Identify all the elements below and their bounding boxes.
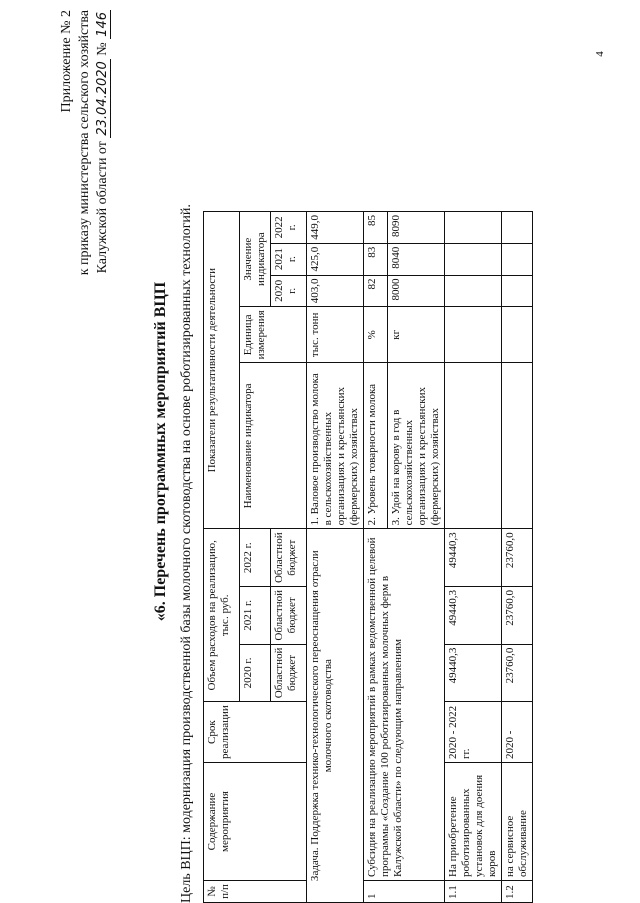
row-1-1-2020: 49440,3 (445, 644, 502, 702)
indicator-2-2021: 83 (364, 243, 388, 275)
header-num: № п/п (204, 881, 307, 903)
row-1-1-term: 2020 - 2022 гг. (445, 702, 502, 763)
row-1-1-2021: 49440,3 (445, 587, 502, 645)
row-1-1-content: На приобретение роботизированных установок для доения коров (445, 763, 502, 881)
row-1-num: 1 (364, 881, 445, 903)
header-indicators: Показатели результативности деятельности (204, 212, 240, 529)
indicator-unit-1: тыс. тонн (307, 307, 364, 363)
appendix-header (58, 10, 112, 430)
row-1-2-empty-4 (502, 243, 533, 275)
header-year-2021: 2021 г. (240, 587, 271, 645)
row-1-1-num: 1.1 (445, 881, 502, 903)
row-1-1-empty-5 (445, 212, 502, 244)
header-source-2020: Областной бюджет (271, 644, 307, 702)
indicator-unit-3: кг (388, 307, 445, 363)
table-row (502, 212, 533, 903)
row-1-2-content: на сервисное обслуживание (502, 763, 533, 881)
indicator-name-3: 3. Удой на корову в год в сельскохозяйственных организациях и крестьянских (фермерских) хозяйствах (388, 363, 445, 529)
section-title: «6. Перечень программных мероприятий ВЦП (152, 281, 169, 622)
indicator-1-2021: 425,0 (307, 243, 364, 275)
row-1-2-2022: 23760,0 (502, 529, 533, 587)
table-row (445, 212, 502, 903)
row-1-2-empty-1 (502, 363, 533, 529)
appendix-title: Приложение № 2 (59, 10, 74, 113)
table-row (364, 212, 388, 903)
task-cell: Задача. Поддержка технико-технологического переоснащения отрасли молочного скотоводства (307, 529, 364, 903)
header-value-2020: 2020 г. (271, 275, 307, 307)
indicator-2-2022: 85 (364, 212, 388, 244)
indicator-name-1: 1. Валовое производство молока в сельскохозяйственных организациях и крестьянских (фермерских) хозяйствах (307, 363, 364, 529)
page-number: 4 (593, 51, 606, 57)
header-year-2022: 2022 г. (240, 529, 271, 587)
indicator-2-2020: 82 (364, 275, 388, 307)
header-row-1 (204, 212, 240, 903)
row-1-2-empty-3 (502, 275, 533, 307)
header-source-2022: Областной бюджет (271, 529, 307, 587)
row-1-1-empty-4 (445, 243, 502, 275)
header-source-2021: Областной бюджет (271, 587, 307, 645)
header-year-2020: 2020 г. (240, 644, 271, 702)
row-1-2-term: 2020 - (502, 702, 533, 763)
indicator-1-2020: 403,0 (307, 275, 364, 307)
appendix-date-line (94, 10, 112, 430)
header-content: Содержание мероприятия (204, 763, 307, 881)
indicator-unit-2: % (364, 307, 388, 363)
header-unit: Единица измерения (240, 307, 307, 363)
row-1-2-empty-5 (502, 212, 533, 244)
header-indicator-name: Наименование индикатора (240, 363, 307, 529)
row-1-2-2021: 23760,0 (502, 587, 533, 645)
header-term: Срок реализации (204, 702, 307, 763)
row-1-1-empty-3 (445, 275, 502, 307)
header-value: Значение индикатора (240, 212, 271, 307)
row-1-2-2020: 23760,0 (502, 644, 533, 702)
row-1-2-empty-2 (502, 307, 533, 363)
handwritten-number: 146 (95, 12, 110, 37)
indicator-name-2: 2. Уровень товарности молока (364, 363, 388, 529)
number-prefix: № (95, 42, 110, 56)
measures-table (203, 211, 533, 903)
indicator-3-2020: 8000 (388, 275, 445, 307)
date-prefix: Калужской области от (95, 141, 110, 274)
row-1-1-2022: 49440,3 (445, 529, 502, 587)
row-1-content: Субсидия на реализацию мероприятий в рамках ведомственной целевой программы «Создание 100 роботизированных молочных ферм в Калужской области» по следующим направлениям (364, 529, 445, 881)
header-expenses: Объем расходов на реализацию, тыс. руб. (204, 529, 240, 702)
indicator-3-2022: 8090 (388, 212, 445, 244)
handwritten-date: 23.04.2020 (95, 61, 110, 136)
program-goal: Цель ВЦП: модернизация производственной базы молочного скотоводства на основе роботизированных технологий. (179, 204, 194, 903)
indicator-1-2022: 449,0 (307, 212, 364, 244)
indicator-3-2021: 8040 (388, 243, 445, 275)
row-1-1-empty-2 (445, 307, 502, 363)
appendix-order-line: к приказу министерства сельского хозяйства (77, 10, 92, 276)
header-value-2022: 2022 г. (271, 212, 307, 244)
row-1-2-num: 1.2 (502, 881, 533, 903)
header-value-2021: 2021 г. (271, 243, 307, 275)
row-1-1-empty-1 (445, 363, 502, 529)
table-row (307, 212, 364, 903)
